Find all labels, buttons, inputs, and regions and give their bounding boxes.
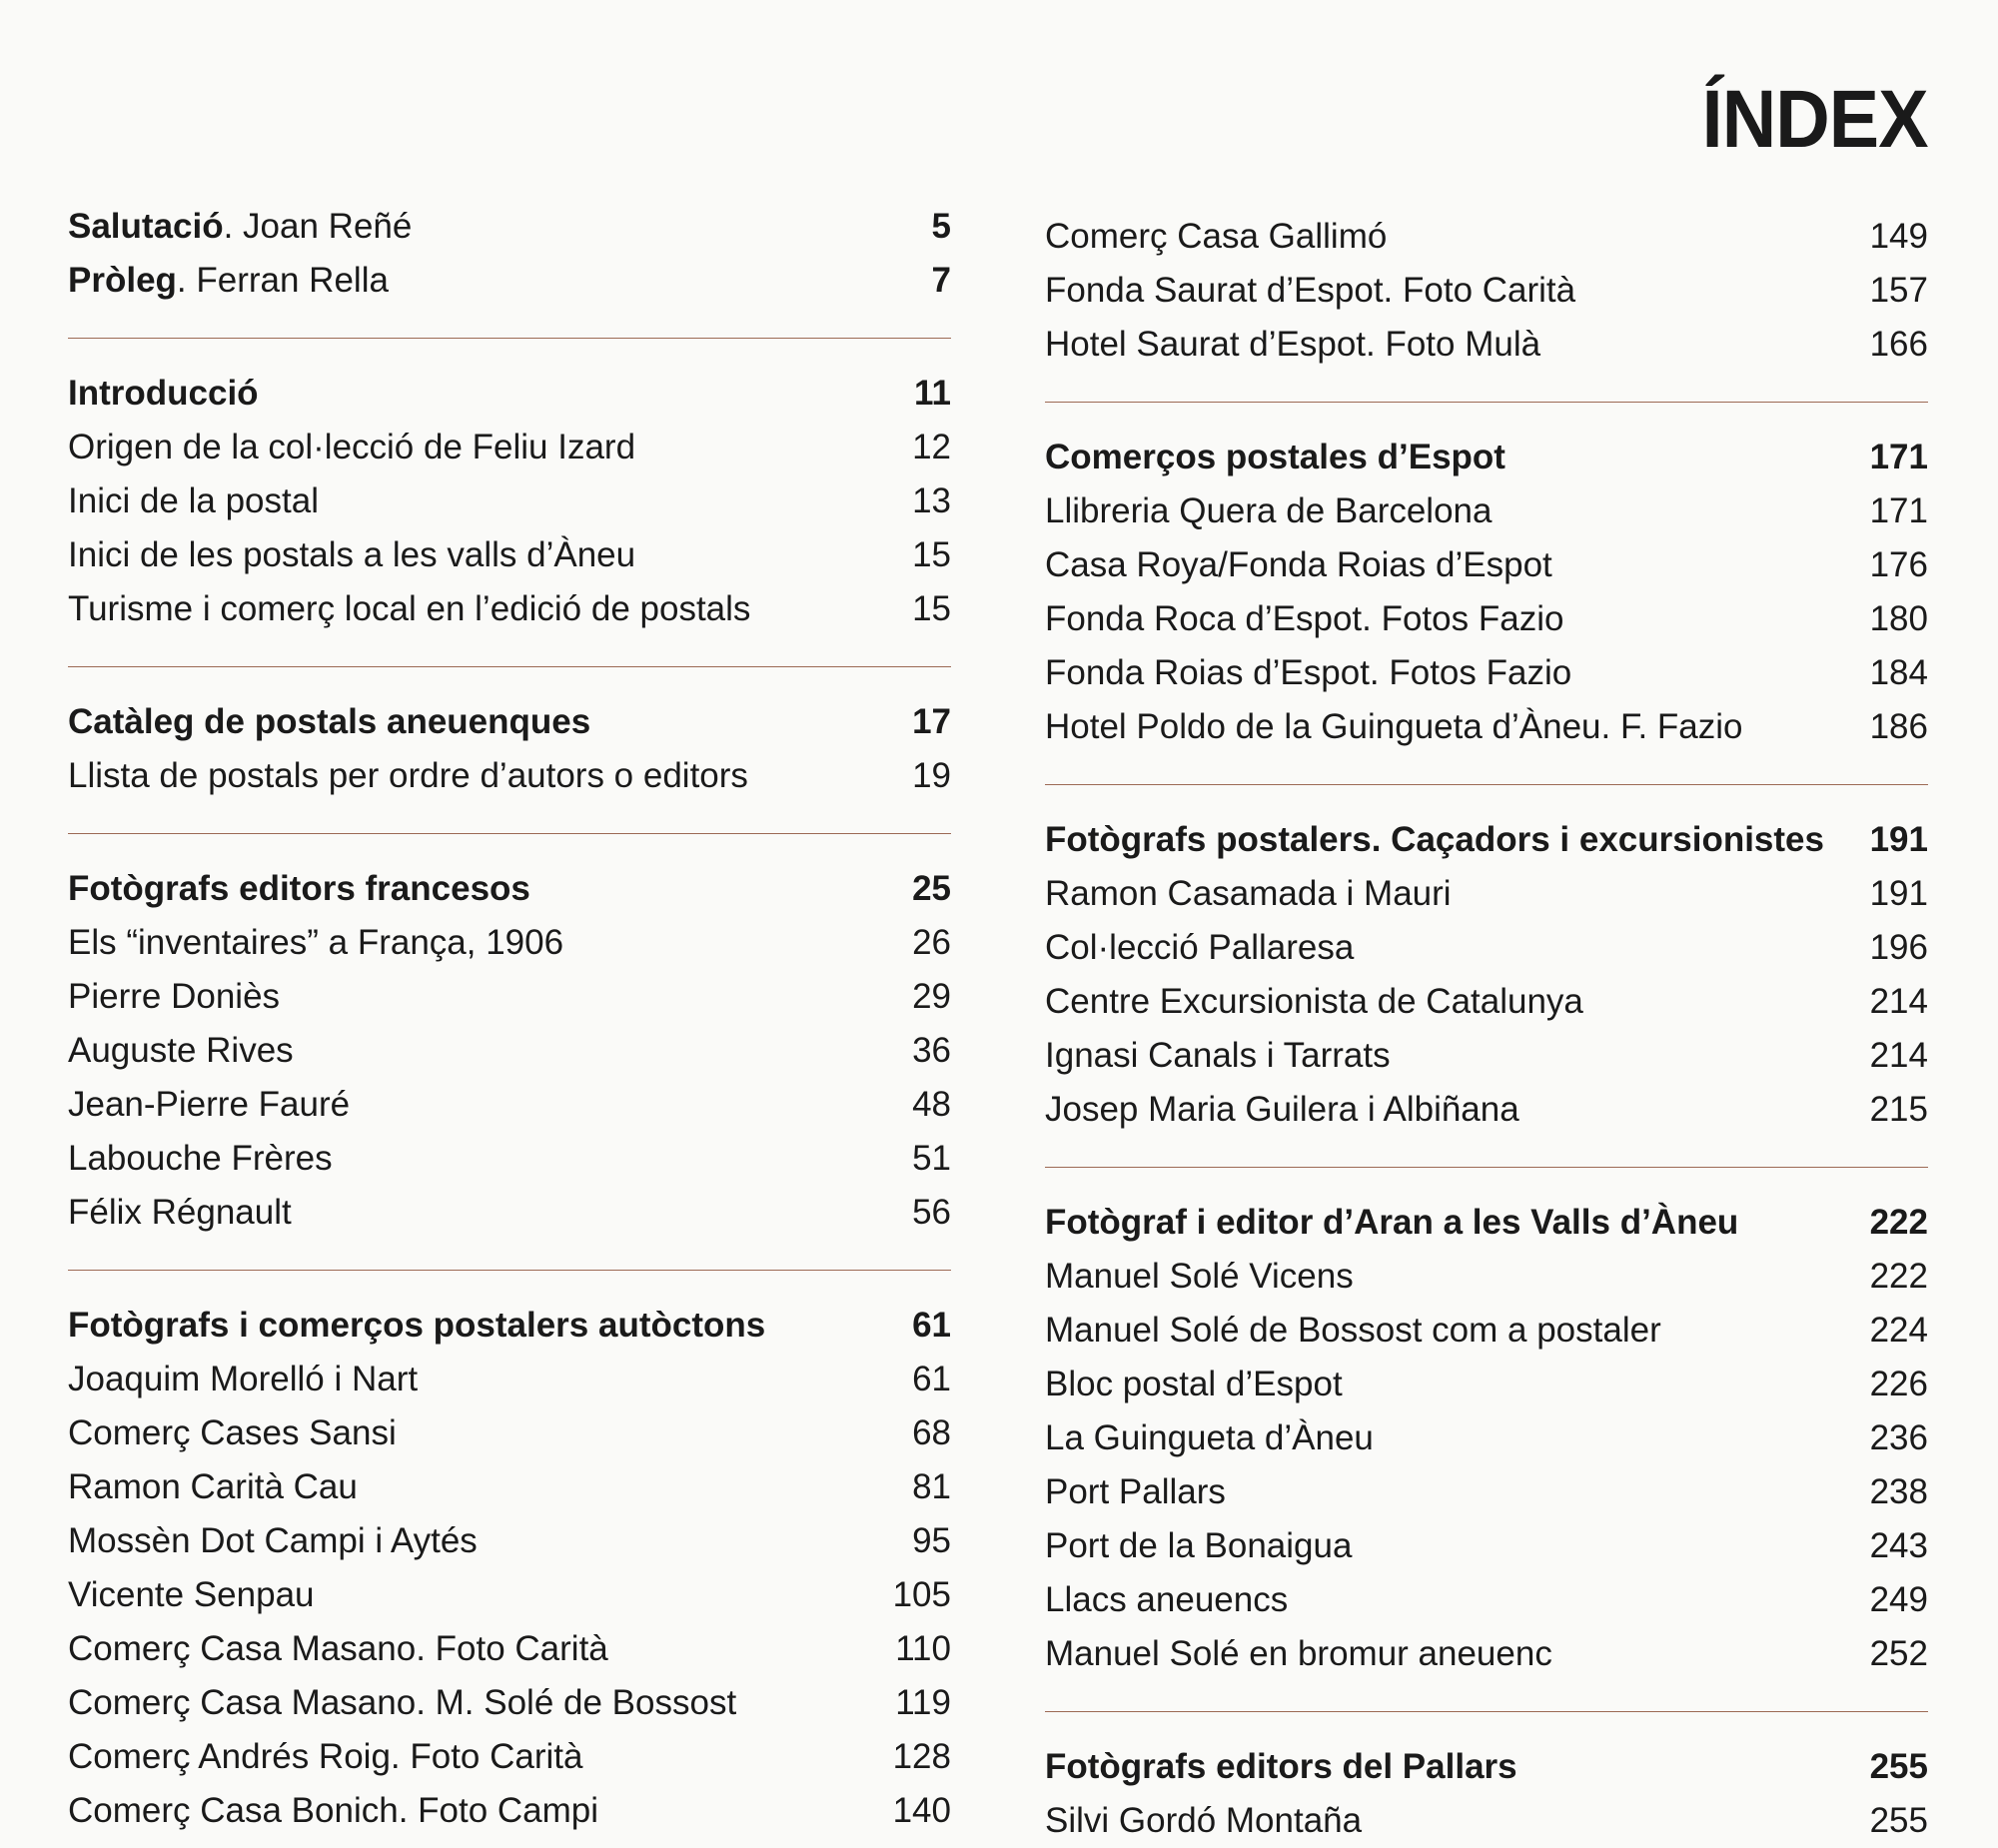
toc-section <box>68 1299 951 1838</box>
entry-label: Jean-Pierre Fauré <box>68 1085 351 1124</box>
entry-page: 171 <box>1869 491 1928 530</box>
toc-entry[interactable] <box>1045 1411 1928 1465</box>
section-heading-label: Introducció <box>68 374 259 413</box>
entry-label: Hotel Saurat d’Espot. Foto Mulà <box>1045 325 1541 364</box>
toc-entry[interactable] <box>68 528 951 582</box>
section-heading-page: 255 <box>1869 1747 1928 1786</box>
entry-page: 196 <box>1869 928 1928 967</box>
entry-page: 61 <box>912 1360 951 1398</box>
entry-label: Llacs aneuencs <box>1045 1580 1289 1619</box>
entry-label: Joaquim Morelló i Nart <box>68 1360 419 1398</box>
entry-page: 214 <box>1869 982 1928 1021</box>
toc-section <box>1045 813 1928 1137</box>
toc-section <box>1045 431 1928 754</box>
toc-section-heading[interactable] <box>68 367 951 421</box>
toc-entry[interactable] <box>68 1078 951 1132</box>
toc-entry[interactable] <box>1045 1029 1928 1083</box>
entry-page: 215 <box>1869 1090 1928 1129</box>
toc-section <box>68 200 951 308</box>
entry-label-rest: . Ferran Rella <box>176 261 389 300</box>
entry-page: 29 <box>912 977 951 1016</box>
toc-entry[interactable] <box>1045 592 1928 646</box>
entry-page: 243 <box>1869 1526 1928 1565</box>
entry-label: Labouche Frères <box>68 1139 333 1178</box>
toc-entry[interactable] <box>68 1676 951 1730</box>
entry-page: 119 <box>895 1683 951 1722</box>
entry-label: Comerç Cases Sansi <box>68 1413 397 1452</box>
entry-label: Silvi Gordó Montaña <box>1045 1801 1363 1840</box>
section-heading-label: Fotògrafs editors del Pallars <box>1045 1747 1517 1786</box>
entry-label: Manuel Solé de Bossost com a postaler <box>1045 1311 1661 1350</box>
entry-page: 176 <box>1869 545 1928 584</box>
entry-label: Port de la Bonaigua <box>1045 1526 1353 1565</box>
section-heading-page: 61 <box>912 1306 951 1345</box>
section-divider <box>1045 402 1928 403</box>
entry-label: Inici de la postal <box>68 481 319 520</box>
section-heading-label: Comerços postales d’Espot <box>1045 438 1505 476</box>
toc-entry[interactable] <box>1045 921 1928 975</box>
section-divider <box>1045 1711 1928 1712</box>
entry-page: 191 <box>1869 874 1928 913</box>
entry-page: 5 <box>931 207 951 246</box>
section-heading-page: 11 <box>914 374 951 413</box>
toc-section <box>68 862 951 1240</box>
entry-page: 12 <box>912 428 951 466</box>
toc-entry[interactable] <box>1045 1627 1928 1681</box>
toc-entry[interactable] <box>1045 1358 1928 1411</box>
section-divider <box>68 1270 951 1271</box>
entry-page: 128 <box>892 1737 951 1776</box>
entry-label: Fonda Saurat d’Espot. Foto Carità <box>1045 271 1576 310</box>
entry-page: 81 <box>912 1467 951 1506</box>
entry-page: 236 <box>1869 1418 1928 1457</box>
entry-label <box>68 200 412 254</box>
toc-entry[interactable] <box>1045 210 1928 264</box>
toc-entry[interactable] <box>68 474 951 528</box>
entry-page: 13 <box>912 481 951 520</box>
toc-entry[interactable] <box>1045 646 1928 700</box>
entry-label: Pierre Doniès <box>68 977 281 1016</box>
entry-label-rest: . Joan Reñé <box>223 207 413 246</box>
entry-label: Col·lecció Pallaresa <box>1045 928 1355 967</box>
toc-entry[interactable] <box>68 582 951 636</box>
toc-section-heading[interactable] <box>1045 1196 1928 1250</box>
entry-label-bold: Salutació <box>68 207 224 246</box>
page-title: ÍNDEX <box>1702 73 1928 165</box>
entry-page: 56 <box>912 1193 951 1232</box>
entry-label <box>68 254 389 308</box>
entry-page: 222 <box>1869 1257 1928 1296</box>
toc-left-column <box>68 200 951 1838</box>
toc-entry[interactable] <box>1045 264 1928 318</box>
toc-entry[interactable] <box>68 1406 951 1460</box>
section-heading-page: 171 <box>1869 438 1928 476</box>
entry-label: Comerç Casa Masano. M. Solé de Bossost <box>68 1683 737 1722</box>
entry-label-bold: Pròleg <box>68 261 177 300</box>
toc-section <box>68 695 951 803</box>
entry-label: Port Pallars <box>1045 1472 1226 1511</box>
toc-section-heading[interactable] <box>1045 813 1928 867</box>
toc-entry[interactable] <box>68 421 951 474</box>
entry-page: 238 <box>1869 1472 1928 1511</box>
entry-page: 19 <box>912 756 951 795</box>
entry-label: Ramon Carità Cau <box>68 1467 358 1506</box>
entry-label: Llibreria Quera de Barcelona <box>1045 491 1493 530</box>
entry-label: Fonda Roca d’Espot. Fotos Fazio <box>1045 599 1564 638</box>
entry-label: Josep Maria Guilera i Albiñana <box>1045 1090 1519 1129</box>
toc-entry[interactable] <box>1045 1519 1928 1573</box>
section-heading-label: Fotògrafs postalers. Caçadors i excursionistes <box>1045 820 1824 859</box>
entry-label: Llista de postals per ordre d’autors o editors <box>68 756 748 795</box>
toc-entry[interactable] <box>68 1024 951 1078</box>
toc-section <box>68 367 951 636</box>
toc-section <box>1045 210 1928 372</box>
toc-entry[interactable] <box>1045 1304 1928 1358</box>
toc-entry[interactable] <box>68 1353 951 1406</box>
toc-section-heading[interactable] <box>1045 1740 1928 1794</box>
toc-entry[interactable] <box>68 1132 951 1186</box>
entry-page: 226 <box>1869 1365 1928 1403</box>
section-heading-page: 222 <box>1869 1203 1928 1242</box>
entry-label: Ignasi Canals i Tarrats <box>1045 1036 1391 1075</box>
toc-entry[interactable] <box>68 1460 951 1514</box>
entry-label: Hotel Poldo de la Guingueta d’Àneu. F. Fazio <box>1045 707 1743 746</box>
entry-label: Centre Excursionista de Catalunya <box>1045 982 1583 1021</box>
toc-section-heading[interactable] <box>68 1299 951 1353</box>
section-heading-page: 191 <box>1869 820 1928 859</box>
section-divider <box>68 833 951 834</box>
section-heading-page: 25 <box>912 869 951 908</box>
toc-entry[interactable] <box>68 1730 951 1784</box>
entry-page: 110 <box>895 1629 951 1668</box>
toc-entry[interactable] <box>68 916 951 970</box>
entry-page: 214 <box>1869 1036 1928 1075</box>
entry-label: Fonda Roias d’Espot. Fotos Fazio <box>1045 653 1572 692</box>
entry-page: 15 <box>912 589 951 628</box>
toc-entry[interactable] <box>68 1568 951 1622</box>
toc-entry[interactable] <box>68 1514 951 1568</box>
section-divider <box>1045 1167 1928 1168</box>
section-heading-label: Fotògrafs editors francesos <box>68 869 530 908</box>
entry-page: 48 <box>912 1085 951 1124</box>
entry-page: 51 <box>912 1139 951 1178</box>
toc-entry[interactable] <box>1045 538 1928 592</box>
entry-page: 36 <box>912 1031 951 1070</box>
toc-entry[interactable] <box>1045 1794 1928 1848</box>
entry-label: Origen de la col·lecció de Feliu Izard <box>68 428 636 466</box>
entry-label: Manuel Solé Vicens <box>1045 1257 1354 1296</box>
entry-label: La Guingueta d’Àneu <box>1045 1418 1374 1457</box>
toc-section-heading[interactable] <box>68 862 951 916</box>
toc-entry[interactable] <box>1045 867 1928 921</box>
entry-label: Comerç Casa Masano. Foto Carità <box>68 1629 608 1668</box>
section-heading-label: Fotògrafs i comerços postalers autòctons <box>68 1306 766 1345</box>
toc-entry[interactable] <box>1045 1465 1928 1519</box>
toc-entry[interactable] <box>1045 700 1928 754</box>
entry-page: 140 <box>892 1791 951 1830</box>
toc-entry[interactable] <box>68 254 951 308</box>
entry-page: 186 <box>1869 707 1928 746</box>
entry-page: 7 <box>931 261 951 300</box>
toc-entry[interactable] <box>1045 1573 1928 1627</box>
entry-page: 26 <box>912 923 951 962</box>
toc-entry[interactable] <box>1045 975 1928 1029</box>
entry-page: 255 <box>1869 1801 1928 1840</box>
section-heading-label: Catàleg de postals aneuenques <box>68 702 591 741</box>
toc-section-heading[interactable] <box>1045 431 1928 484</box>
entry-page: 252 <box>1869 1634 1928 1673</box>
entry-label: Turisme i comerç local en l’edició de postals <box>68 589 751 628</box>
toc-entry[interactable] <box>1045 318 1928 372</box>
toc-section <box>1045 1196 1928 1681</box>
entry-label: Inici de les postals a les valls d’Àneu <box>68 535 636 574</box>
entry-label: Mossèn Dot Campi i Aytés <box>68 1521 478 1560</box>
section-divider <box>68 666 951 667</box>
entry-label: Félix Régnault <box>68 1193 292 1232</box>
toc-entry[interactable] <box>68 970 951 1024</box>
entry-label: Comerç Andrés Roig. Foto Carità <box>68 1737 583 1776</box>
toc-entry[interactable] <box>68 1186 951 1240</box>
entry-label: Ramon Casamada i Mauri <box>1045 874 1452 913</box>
toc-right-column <box>1045 210 1928 1848</box>
toc-entry[interactable] <box>1045 1083 1928 1137</box>
entry-label: Comerç Casa Gallimó <box>1045 217 1388 256</box>
entry-page: 180 <box>1869 599 1928 638</box>
entry-page: 68 <box>912 1413 951 1452</box>
entry-page: 105 <box>892 1575 951 1614</box>
toc-entry[interactable] <box>1045 484 1928 538</box>
entry-page: 149 <box>1869 217 1928 256</box>
entry-label: Els “inventaires” a França, 1906 <box>68 923 564 962</box>
entry-page: 184 <box>1869 653 1928 692</box>
toc-entry[interactable] <box>68 200 951 254</box>
toc-entry[interactable] <box>68 749 951 803</box>
toc-entry[interactable] <box>68 1622 951 1676</box>
section-divider <box>1045 784 1928 785</box>
entry-page: 157 <box>1869 271 1928 310</box>
entry-label: Casa Roya/Fonda Roias d’Espot <box>1045 545 1552 584</box>
entry-page: 224 <box>1869 1311 1928 1350</box>
entry-label: Bloc postal d’Espot <box>1045 1365 1343 1403</box>
toc-entry[interactable] <box>1045 1250 1928 1304</box>
entry-page: 95 <box>912 1521 951 1560</box>
entry-label: Comerç Casa Bonich. Foto Campi <box>68 1791 599 1830</box>
entry-label: Auguste Rives <box>68 1031 294 1070</box>
entry-label: Manuel Solé en bromur aneuenc <box>1045 1634 1552 1673</box>
entry-page: 15 <box>912 535 951 574</box>
entry-page: 166 <box>1869 325 1928 364</box>
toc-section <box>1045 1740 1928 1848</box>
entry-page: 249 <box>1869 1580 1928 1619</box>
toc-entry[interactable] <box>68 1784 951 1838</box>
section-heading-label: Fotògraf i editor d’Aran a les Valls d’Àneu <box>1045 1203 1739 1242</box>
entry-label: Vicente Senpau <box>68 1575 315 1614</box>
section-divider <box>68 338 951 339</box>
toc-section-heading[interactable] <box>68 695 951 749</box>
section-heading-page: 17 <box>912 702 951 741</box>
